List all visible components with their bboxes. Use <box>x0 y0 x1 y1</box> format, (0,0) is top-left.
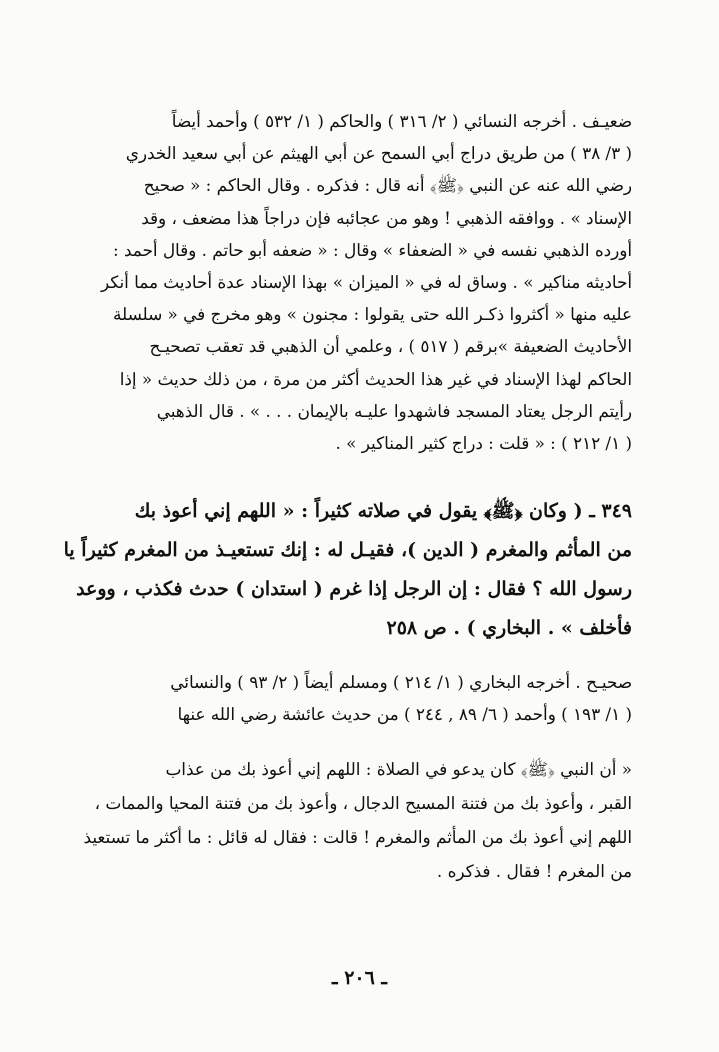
text-line: رأيتم الرجل يعتاد المسجد فاشهدوا عليـه بالإيمان . . . » . قال الذهبي <box>156 400 632 421</box>
text-line: اللهم إني أعوذ بك من المأثم والمغرم ! قالت : فقال له قائل : ما أكثر ما تستعيذ <box>83 827 632 848</box>
text-line: ٣٤٩ ـ ( وكان ﴿ﷺ﴾ يقول في صلاته كثيراً : « اللهم إني أعوذ بك <box>134 500 632 523</box>
takhrij-paragraph-1 <box>62 105 632 459</box>
text-line: الحاكم لهذا الإسناد في غير هذا الحديث أكثر من مرة ، من ذلك حديث « إذا <box>119 368 632 389</box>
text-line: رسول الله ؟ فقال : إن الرجل إذا غرم ( استدان ) حدث فكذب ، ووعد <box>76 578 632 601</box>
text-line: أورده الذهبي نفسه في « الضعفاء » وقال : « ضعفه أبو حاتم . وقال أحمد : <box>112 239 632 260</box>
text-line: الإسناد » . ووافقه الذهبي ! وهو من عجائبه فإن دراجاً هذا مضعف ، وقد <box>141 207 632 228</box>
text-line: صحيـح . أخرجه البخاري ( ١/ ٢١٤ ) ومسلم أيضاً ( ٢/ ٩٣ ) والنسائي <box>170 672 632 693</box>
hadith-349-paragraph <box>62 492 632 648</box>
text-line: من المغرم ! فقال . فذكره . <box>436 861 632 882</box>
text-line: فأخلف » . البخاري ) . ص ٢٥٨ <box>386 617 632 640</box>
text-line: القبر ، وأعوذ بك من فتنة المسيح الدجال ، وأعوذ بك من فتنة المحيا والممات ، <box>94 793 632 814</box>
text-line: أحاديثه مناكير » . وساق له في « الميزان » بهذا الإسناد عدة أحاديث مما أنكر <box>100 271 632 292</box>
text-line: الأحاديث الضعيفة »برقم ( ٥١٧ ) ، وعلمي أن الذهبي قد تعقب تصحيـح <box>149 336 632 357</box>
hadith-text-paragraph <box>62 752 632 888</box>
takhrij-paragraph-2 <box>62 666 632 730</box>
text-line: من المأثم والمغرم ( الدين )، فقيـل له : إنك تستعيـذ من المغرم كثيراً يا <box>63 539 632 562</box>
text-line: عليه منها « أكثروا ذكـر الله حتى يقولوا : مجنون » وهو مخرج في « سلسلة <box>113 304 632 325</box>
page-content <box>62 105 632 888</box>
text-line: ( ١/ ٢١٢ ) : « قلت : دراج كثير المناكير » . <box>335 432 632 453</box>
text-line: ( ١/ ١٩٣ ) وأحمد ( ٦/ ٨٩ , ٢٤٤ ) من حديث عائشة رضي الله عنها <box>177 704 632 725</box>
text-line: ( ٣/ ٣٨ ) من طريق دراج أبي السمح عن أبي الهيثم عن أبي سعيد الخدري <box>125 143 632 164</box>
page-number: ـ ٢٠٦ ـ <box>332 967 387 989</box>
text-line: « أن النبي ﴿ﷺ﴾ كان يدعو في الصلاة : اللهم إني أعوذ بك من عذاب <box>165 759 632 780</box>
text-line: رضي الله عنه عن النبي ﴿ﷺ﴾ أنه قال : فذكره . وقال الحاكم : « صحيح <box>143 175 632 196</box>
text-line: ضعيـف . أخرجه النسائي ( ٢/ ٣١٦ ) والحاكم ( ١/ ٥٣٢ ) وأحمد أيضاً <box>171 111 632 131</box>
